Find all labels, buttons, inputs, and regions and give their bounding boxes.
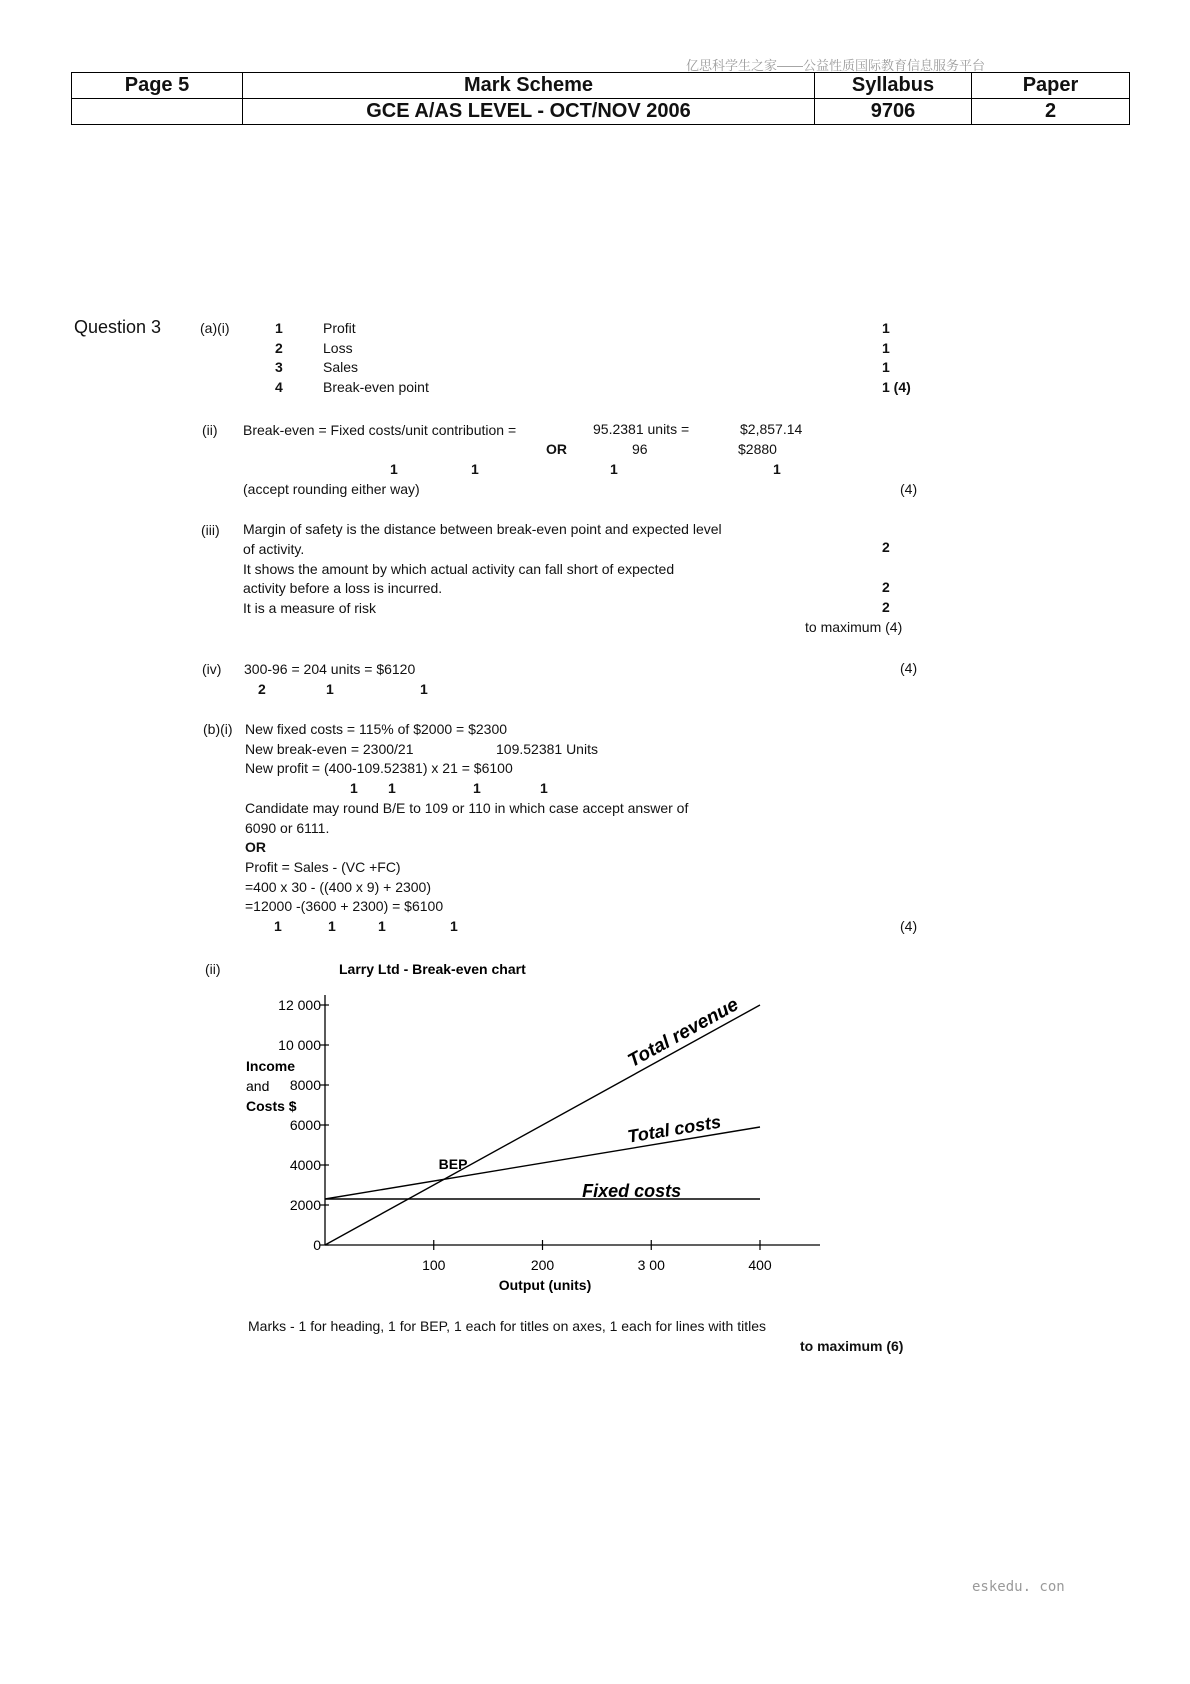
series-label-2: Total costs <box>626 1111 723 1147</box>
header-exam: GCE A/AS LEVEL - OCT/NOV 2006 <box>243 99 815 125</box>
b-ii-total: to maximum (6) <box>800 1338 904 1354</box>
a-ii-value1: $2,857.14 <box>740 421 803 437</box>
header-syllabus-label: Syllabus <box>815 73 972 99</box>
series-label-1: Total revenue <box>624 994 743 1072</box>
watermark-top: 亿思科学生之家——公益性质国际教育信息服务平台 <box>686 58 986 73</box>
y-tick-label: 8000 <box>289 1077 321 1093</box>
b-i-mark: 1 <box>450 918 458 934</box>
a-iii-line4: activity before a loss is incurred. <box>243 580 443 596</box>
a-iv-mark: 1 <box>326 681 334 697</box>
y-axis-label-line: Income <box>246 1058 296 1074</box>
a-i-num: 3 <box>275 359 283 375</box>
x-tick-label: 400 <box>748 1257 772 1273</box>
a-ii-mark: 1 <box>773 461 781 477</box>
b-i-mark: 1 <box>274 918 282 934</box>
y-tick-label: 12 000 <box>278 997 321 1013</box>
a-i-num: 4 <box>275 379 283 395</box>
x-tick-label: 200 <box>530 1257 555 1273</box>
a-i-text: Profit <box>323 320 356 336</box>
a-iv-total: (4) <box>900 660 918 676</box>
a-ii-total: (4) <box>900 481 918 497</box>
a-i-num: 1 <box>275 320 283 336</box>
b-i-line1: New fixed costs = 115% of $2000 = $2300 <box>245 721 508 737</box>
a-iii-mark: 2 <box>882 599 890 615</box>
b-i-line2b: 109.52381 Units <box>496 741 598 757</box>
b-i-mark: 1 <box>388 780 396 796</box>
a-ii-label: (ii) <box>202 422 218 438</box>
b-i-mark: 1 <box>378 918 386 934</box>
header-paper-label: Paper <box>972 73 1130 99</box>
b-i-mark: 1 <box>350 780 358 796</box>
y-axis-label-line: and <box>246 1078 270 1094</box>
a-iv-mark: 2 <box>258 681 266 697</box>
b-i-line7: =400 x 30 - ((400 x 9) + 2300) <box>245 879 431 895</box>
b-i-line3: New profit = (400-109.52381) x 21 = $6100 <box>245 760 513 776</box>
a-iv-line: 300-96 = 204 units = $6120 <box>244 661 416 677</box>
b-i-mark: 1 <box>473 780 481 796</box>
a-i-mark: 1 <box>882 359 890 375</box>
a-i-mark: 1 (4) <box>882 379 911 395</box>
a-iii-line2: of activity. <box>243 541 305 557</box>
a-i-label: (a)(i) <box>200 320 230 336</box>
series-label-3: Fixed costs <box>582 1181 682 1201</box>
a-ii-or: OR <box>546 441 567 457</box>
x-axis-label: Output (units) <box>498 1277 592 1293</box>
b-i-line8: =12000 -(3600 + 2300) = $6100 <box>245 898 444 914</box>
b-i-line2a: New break-even = 2300/21 <box>245 741 414 757</box>
y-tick-label: 6000 <box>289 1117 321 1133</box>
watermark-bottom: eskedu. con <box>972 1579 1065 1595</box>
x-tick-label: 100 <box>422 1257 446 1273</box>
a-ii-units2: 96 <box>632 441 648 457</box>
a-i-text: Break-even point <box>323 379 429 395</box>
a-iii-line5: It is a measure of risk <box>243 600 377 616</box>
y-tick-label: 10 000 <box>278 1037 321 1053</box>
x-tick-label: 3 00 <box>637 1257 665 1273</box>
a-i-text: Loss <box>323 340 353 356</box>
a-ii-mark: 1 <box>610 461 618 477</box>
b-i-mark: 1 <box>540 780 548 796</box>
b-i-line6: Profit = Sales - (VC +FC) <box>245 859 401 875</box>
a-iii-line3: It shows the amount by which actual activity can fall short of expected <box>243 561 675 577</box>
a-ii-value2: $2880 <box>738 441 777 457</box>
b-i-total: (4) <box>900 918 918 934</box>
y-axis-label-line: Costs $ <box>246 1098 297 1114</box>
series-line-2 <box>325 1127 760 1199</box>
a-ii-mark: 1 <box>471 461 479 477</box>
y-tick-label: 0 <box>313 1237 321 1253</box>
header-paper: 2 <box>972 99 1130 125</box>
a-iii-line1: Margin of safety is the distance between break-even point and expected level <box>243 521 722 537</box>
b-i-label: (b)(i) <box>203 721 233 737</box>
a-iii-total: to maximum (4) <box>805 619 903 635</box>
b-ii-label: (ii) <box>205 961 221 977</box>
b-i-mark: 1 <box>328 918 336 934</box>
a-iii-mark: 2 <box>882 579 890 595</box>
a-iii-label: (iii) <box>201 522 220 538</box>
b-i-or: OR <box>245 839 266 855</box>
y-tick-label: 4000 <box>289 1157 321 1173</box>
a-ii-note: (accept rounding either way) <box>243 481 420 497</box>
a-i-num: 2 <box>275 340 283 356</box>
header-title: Mark Scheme <box>243 73 815 99</box>
a-ii-units1: 95.2381 units = <box>593 421 690 437</box>
b-ii-marks-line: Marks - 1 for heading, 1 for BEP, 1 each for titles on axes, 1 each for lines with titles <box>248 1318 766 1334</box>
a-ii-line1: Break-even = Fixed costs/unit contribution = <box>243 422 517 438</box>
question-label: Question 3 <box>74 317 162 337</box>
header-page: Page 5 <box>72 73 243 99</box>
a-ii-mark: 1 <box>390 461 398 477</box>
a-i-mark: 1 <box>882 340 890 356</box>
header-syllabus: 9706 <box>815 99 972 125</box>
chart-title: Larry Ltd - Break-even chart <box>339 961 526 977</box>
b-i-line4: Candidate may round B/E to 109 or 110 in which case accept answer of <box>245 800 689 816</box>
b-i-line5: 6090 or 6111. <box>245 820 330 836</box>
a-iv-mark: 1 <box>420 681 428 697</box>
a-i-text: Sales <box>323 359 359 375</box>
a-iii-mark: 2 <box>882 539 890 555</box>
y-tick-label: 2000 <box>289 1197 321 1213</box>
a-iv-label: (iv) <box>202 661 222 677</box>
bep-label: BEP <box>438 1156 468 1172</box>
a-i-mark: 1 <box>882 320 890 336</box>
